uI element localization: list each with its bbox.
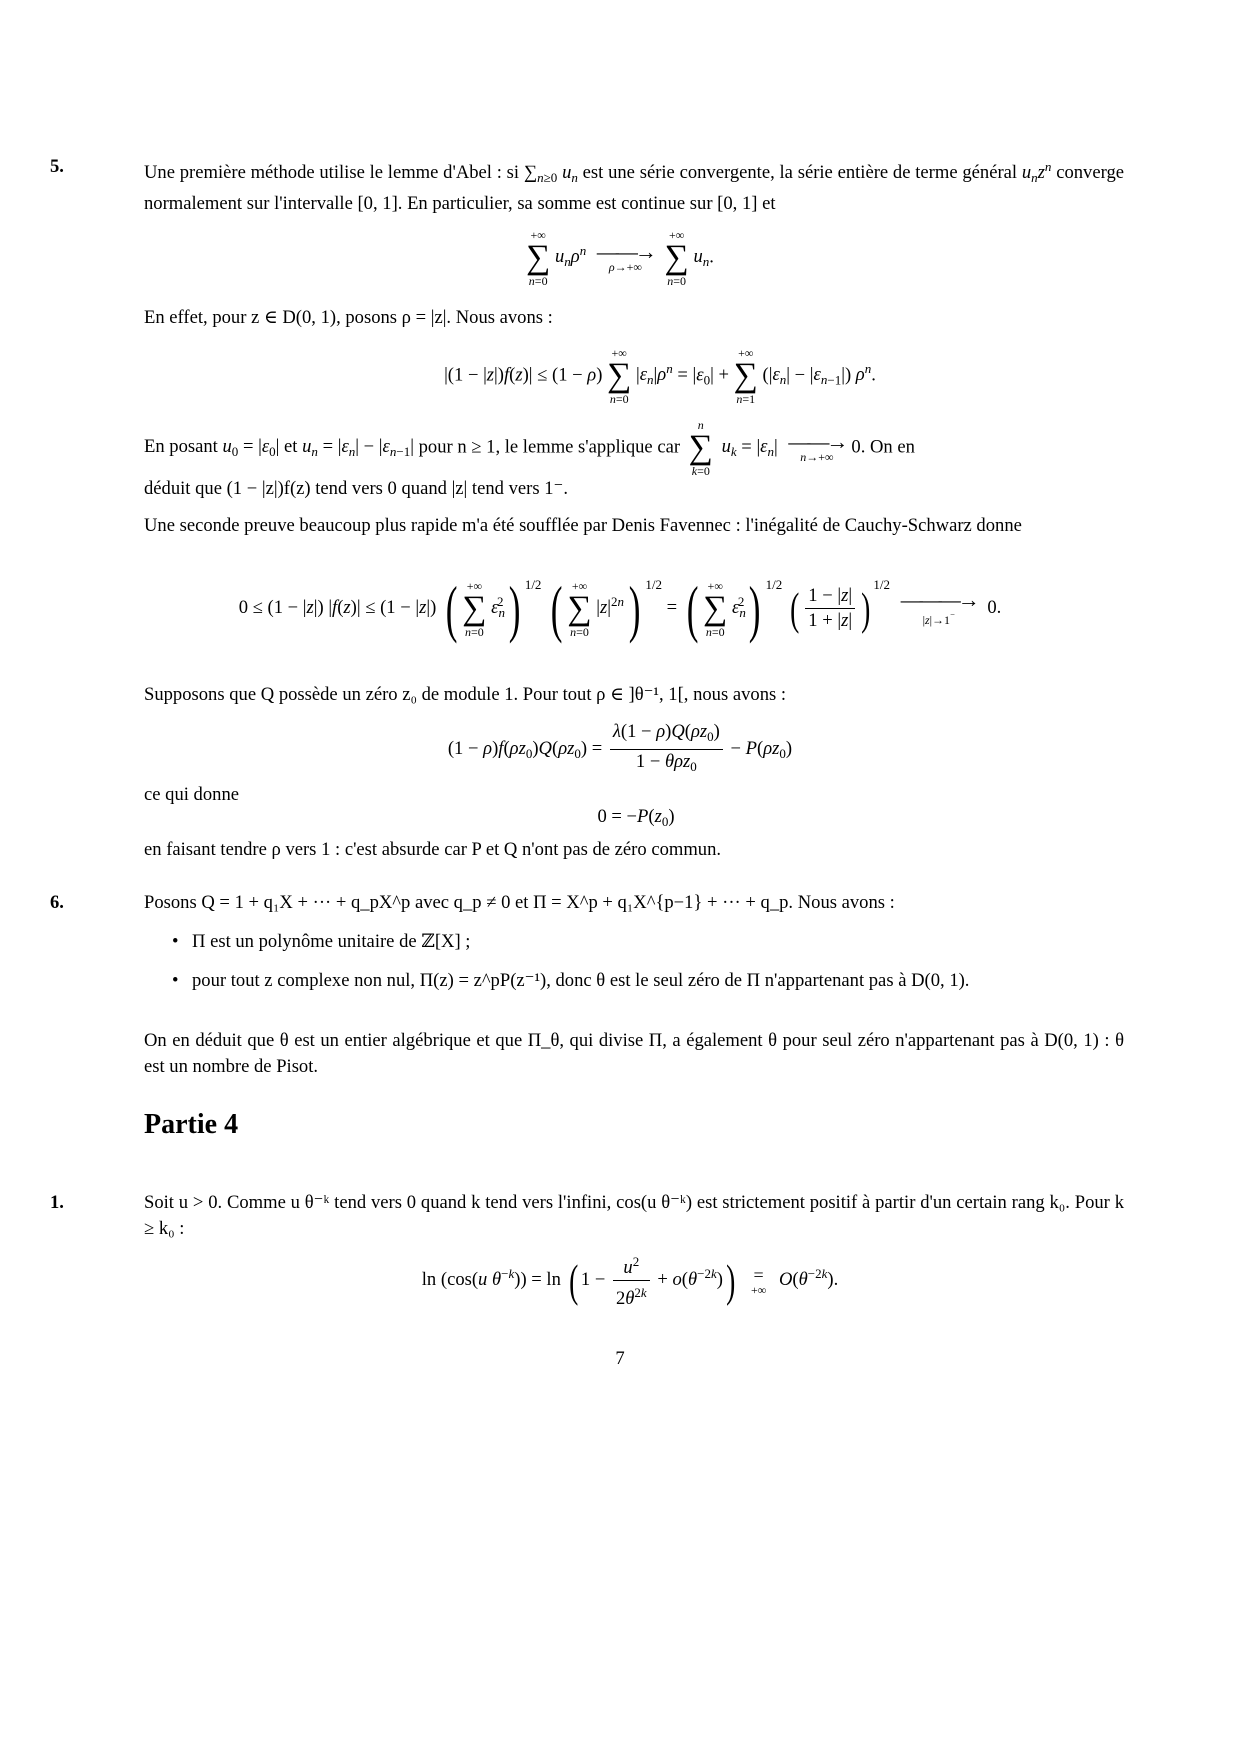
equation-cauchy-schwarz: 0 ≤ (1 − |z|) |f(z)| ≤ (1 − |z|) ( +∞ ∑ n=0 $\varepsilon_n^2$) $^{1/2}$ ( +∞ ∑ n=0 $|z|^{2n}$) $^{1/2}$ = ( +∞ ∑ n=0 $\varepsilon_n^2$) $^{1/2}$ ( $\frac{1 - |z|}{1 + |z|}$ ) $^{1/2}$ ———→ |z|→1− 0. <box>238 572 1002 644</box>
equation-absurd: $0 = -P(z_0)$ <box>597 806 675 829</box>
q5-paragraph-2: En effet, pour z ∈ D(0, 1), posons ρ = |z|. Nous avons : <box>144 307 553 328</box>
q5-paragraph-5: Une seconde preuve beaucoup plus rapide m'a été soufflée par Denis Favennec : l'inégalité de Cauchy-Schwarz donne <box>144 515 1022 536</box>
question-number-1: 1. <box>50 1192 64 1213</box>
question-number-5: 5. <box>50 156 64 177</box>
q5-paragraph-8: en faisant tendre ρ vers 1 : c'est absurde car P et Q n'ont pas de zéro commun. <box>144 839 722 860</box>
q6-paragraph-1: Posons Q = 1 + q₁X + ··· + q_pX^p avec q_p ≠ 0 et Π = X^p + q₁X^{p−1} + ··· + q_p. Nous avons : <box>144 892 895 913</box>
equation-abel: +∞ ∑ n=0 $u_n\rho^n$ ——→ ρ→+∞ +∞ ∑ n=0 $u_n$. <box>526 228 714 288</box>
part4-q1-paragraph: Soit u > 0. Comme u θ⁻ᵏ tend vers 0 quand k tend vers l'infini, cos(u θ⁻ᵏ) est strictement positif à partir d'un certain rang k₀. Pour k ≥ k₀ : <box>144 1192 1124 1239</box>
q5-paragraph-3: En posant $u_0 = |\varepsilon_0|$ et $u_n = |\varepsilon_n| - |\varepsilon_{n-1}|$ pour n ≥ 1, le lemme s'applique car n ∑ k=0 $u_k = |\varepsilon_n|$ ——→ n→+∞ 0. On en <box>144 418 915 478</box>
page-number: 7 <box>615 1348 625 1369</box>
q5-paragraph-1: Une première méthode utilise le lemme d'Abel : si $\sum_{n\ge 0}$ $u_n$ est une série convergente, la série entière de terme général $u_nz^n$ converge normalement sur l'intervalle [0, 1]. En particulier, sa somme est continue sur [0, 1] et <box>144 159 1124 214</box>
q5-paragraph-4: déduit que (1 − |z|)f(z) tend vers 0 quand |z| tend vers 1⁻. <box>144 478 568 499</box>
bullet-icon: • <box>172 931 179 952</box>
bullet-icon: • <box>172 970 179 991</box>
q5-paragraph-7: ce qui donne <box>144 784 240 805</box>
q6-bullet-2: • pour tout z complexe non nul, Π(z) = z^pP(z⁻¹), donc θ est le seul zéro de Π n'appartenant pas à D(0, 1). <box>144 968 1124 994</box>
section-heading: Partie 4 <box>144 1109 239 1140</box>
q6-paragraph-2: On en déduit que θ est un entier algébrique et que Π_θ, qui divise Π, a également θ pour seul zéro n'appartenant pas à D(0, 1) : θ est un nombre de Pisot. <box>144 1030 1124 1077</box>
equation-bound: |(1 − |z|)f(z)| ≤ (1 − ρ) +∞ ∑ n=0 $|\varepsilon_n|\rho^n = |\varepsilon_0|$ + +∞ ∑ n=1 $(|\varepsilon_n| - |\varepsilon_{n-1}|)$ $\rho^n$. <box>444 346 876 406</box>
question-number-6: 6. <box>50 892 64 913</box>
equation-ln-cos: ln (cos(u $\theta^{-k})) = \ln$ ( 1 − $\frac{u^2}{2\theta^{2k}}$ + $o(\theta^{-2k})$) = +∞ $O(\theta^{-2k})$. <box>0 1250 1240 1311</box>
q6-bullet-1: • Π est un polynôme unitaire de ℤ[X] ; <box>144 929 1124 955</box>
equation-zero: $(1 - \rho)f(\rho z_0)Q(\rho z_0)$ = $\frac{\lambda(1 - \rho)Q(\rho z_0)}{1 - \theta\rho z_0}$ − $P(\rho z_0)$ <box>447 721 793 774</box>
q5-paragraph-6: Supposons que Q possède un zéro z₀ de module 1. Pour tout ρ ∈ ]θ⁻¹, 1[, nous avons : <box>144 684 787 705</box>
